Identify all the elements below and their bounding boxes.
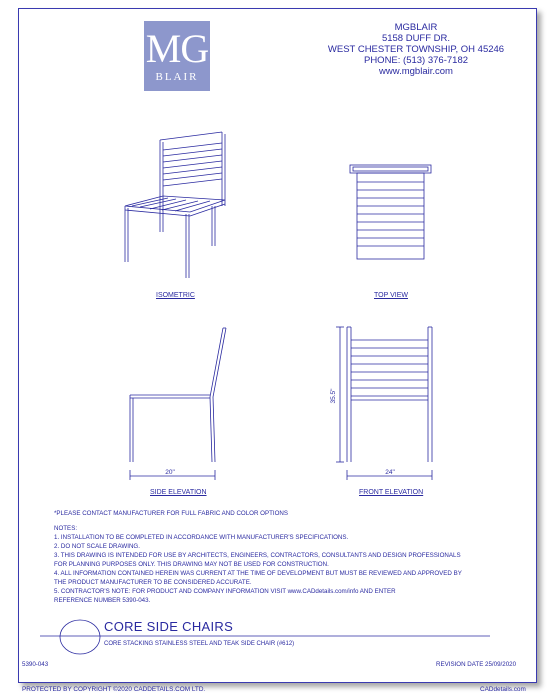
isometric-view <box>125 132 225 278</box>
company-phone: PHONE: (513) 376-7182 <box>363 55 469 66</box>
note-line: 5. CONTRACTOR'S NOTE: FOR PRODUCT AND COMPANY INFORMATION VISIT www.CADdetails.com/info AND ENTER <box>54 588 396 595</box>
company-address2: WEST CHESTER TOWNSHIP, OH 45246 <box>327 44 505 55</box>
note-line: FOR PLANNING PURPOSES ONLY. THIS DRAWING MAY NOT BE USED FOR CONSTRUCTION. <box>54 561 329 568</box>
note-line: 3. THIS DRAWING IS INTENDED FOR USE BY ARCHITECTS, ENGINEERS, CONTRACTORS, CONSULTANTS AND DESIGN PROFESSIONALS <box>54 552 461 559</box>
note-line: REFERENCE NUMBER 5390-043. <box>54 597 151 604</box>
revision-date: REVISION DATE 25/09/2020 <box>436 661 517 668</box>
notes-heading: NOTES: <box>54 525 78 532</box>
company-web: www.mgblair.com <box>379 66 453 77</box>
product-subtitle: CORE STACKING STAINLESS STEEL AND TEAK SIDE CHAIR (#612) <box>104 641 295 647</box>
front-elevation-view <box>336 327 432 480</box>
company-name: MGBLAIR <box>394 22 438 33</box>
top-view-label: TOP VIEW <box>374 292 408 299</box>
front-width-dim: 24" <box>385 469 395 476</box>
top-view <box>350 165 431 259</box>
note-line: 2. DO NOT SCALE DRAWING. <box>54 543 140 550</box>
note-line: THE PRODUCT MANUFACTURER TO BE CONSIDERED ACCURATE. <box>54 579 252 586</box>
product-title: CORE SIDE CHAIRS <box>104 619 234 634</box>
front-height-dim: 35.5" <box>330 388 337 404</box>
side-elevation-label: SIDE ELEVATION <box>150 489 207 496</box>
note-line: 4. ALL INFORMATION CONTAINED HEREIN WAS CURRENT AT THE TIME OF DEVELOPMENT BUT MUST BE REVIEWED AND APPROVED BY <box>54 570 462 577</box>
fabric-note: *PLEASE CONTACT MANUFACTURER FOR FULL FABRIC AND COLOR OPTIONS <box>54 510 289 517</box>
note-line: 1. INSTALLATION TO BE COMPLETED IN ACCORDANCE WITH MANUFACTURER'S SPECIFICATIONS. <box>54 534 349 541</box>
title-circle <box>60 620 100 654</box>
side-elevation-view <box>130 328 226 480</box>
logo-sub: BLAIR <box>155 71 199 83</box>
caddetails-link[interactable]: CADdetails.com <box>480 686 526 693</box>
isometric-label: ISOMETRIC <box>156 292 195 299</box>
front-elevation-label: FRONT ELEVATION <box>359 489 424 496</box>
copyright-text: PROTECTED BY COPYRIGHT ©2020 CADDETAILS.COM LTD. <box>22 686 206 693</box>
logo-mark: MG <box>145 26 209 71</box>
side-width-dim: 20" <box>165 469 175 476</box>
reference-number: 5390-043 <box>22 661 49 668</box>
company-address1: 5158 DUFF DR. <box>381 33 451 44</box>
